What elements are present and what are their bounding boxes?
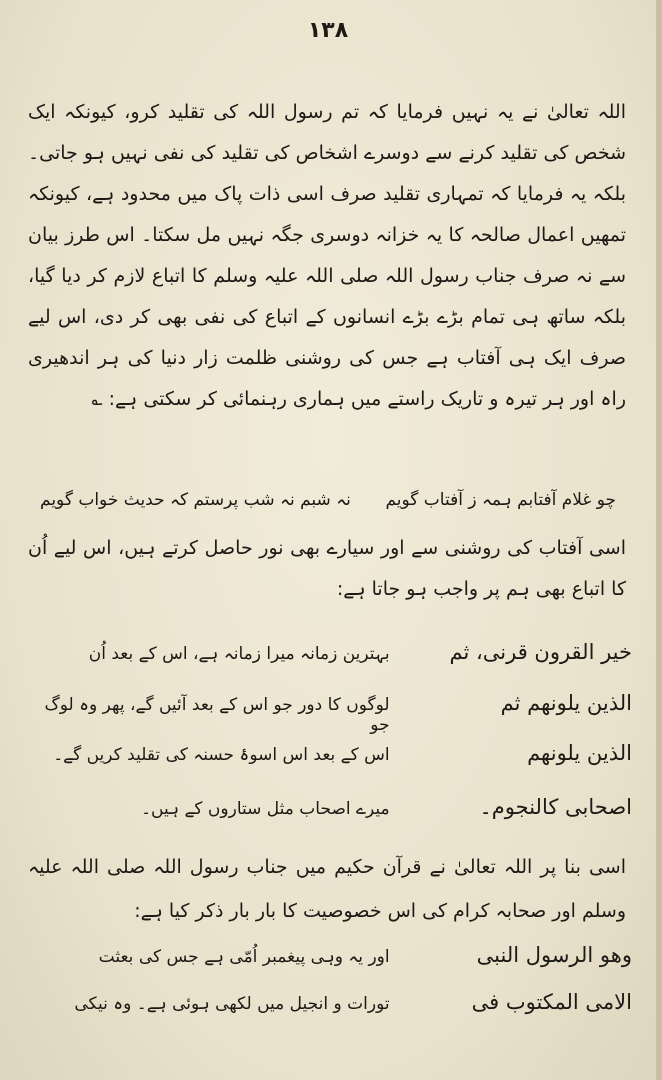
- hadith-row: [26, 741, 632, 775]
- quran-verse-row: [26, 990, 632, 1024]
- hadith-arabic-text: الذین یلونھم ثم: [500, 691, 632, 715]
- quran-arabic-text: وھو الرسول النبی: [476, 943, 632, 967]
- paragraph-intro: اللہ تعالیٰ نے یہ نہیں فرمایا کہ تم رسول اللہ کی تقلید کرو، کیونکہ ایک شخص کی تقلید کرنے سے دوسرے اشخاص کی تقلید کی نفی نہیں ہو جاتی۔ بلکہ یہ فرمایا کہ تمہاری تقلید صرف اسی ذات پاک میں محدود ہے، کیونکہ تمھیں اعمال صالحہ کا یہ خزانہ دوسری جگہ نہیں مل سکتا۔ اس طرز بیان سے نہ صرف جناب رسول اللہ صلی اللہ علیہ وسلم کا اتباع لازم کر دیا گیا، بلکہ ساتھ ہی تمام بڑے بڑے انسانوں کے اتباع کی نفی بھی کر دی، اس لیے صرف ایک ہی آفتاب ہے جس کی روشنی ظلمت زار دنیا کی ہر اندھیری راہ اور ہر تیرہ و تاریک راستے میں ہماری رہنمائی کر سکتی ہے: ؎: [28, 101, 626, 410]
- couplet-first-hemistich: چو غلام آفتابم ہمہ ز آفتاب گویم: [385, 490, 616, 510]
- quran-urdu-translation: تورات و انجیل میں لکھی ہوئی ہے۔ وہ نیکی: [74, 994, 390, 1014]
- hadith-urdu-translation: بہترین زمانہ میرا زمانہ ہے، اس کے بعد اُن: [88, 644, 390, 664]
- page-number: ۱۳۸: [307, 18, 349, 43]
- hadith-row: [26, 640, 632, 674]
- quran-urdu-translation: اور یہ وہی پیغمبر اُمّی ہے جس کی بعثت: [98, 947, 390, 967]
- hadith-urdu-translation: اس کے بعد اس اسوۂ حسنہ کی تقلید کریں گے۔: [53, 745, 390, 765]
- hadith-arabic-text: اصحابی کالنجوم۔: [479, 795, 632, 819]
- hadith-row: [26, 691, 632, 735]
- hadith-arabic-text: الذین یلونھم: [527, 741, 632, 765]
- hadith-urdu-translation: لوگوں کا دور جو اس کے بعد آئیں گے، پھر وہ لوگ جو: [44, 695, 390, 735]
- couplet-second-hemistich: نہ شبم نہ شب پرستم کہ حدیث خواب گویم: [40, 490, 351, 510]
- hadith-urdu-translation: میرے اصحاب مثل ستاروں کے ہیں۔: [141, 799, 390, 819]
- quran-verse-row: [26, 943, 632, 977]
- persian-couplet: [40, 485, 616, 515]
- hadith-arabic-text: خیر القرون قرنی، ثم: [449, 640, 632, 664]
- paragraph-quran-mention: اسی بنا پر اللہ تعالیٰ نے قرآن حکیم میں جناب رسول اللہ صلی اللہ علیہ وسلم اور صحابہ کرام کی اس خصوصیت کا بار بار ذکر کیا ہے:: [28, 856, 626, 922]
- hadith-row: [26, 795, 632, 829]
- quran-arabic-text: الامی المکتوب فی: [471, 990, 632, 1014]
- paragraph-stars: اسی آفتاب کی روشنی سے اور سیارے بھی نور حاصل کرتے ہیں، اس لیے اُن کا اتباع بھی ہم پر واجب ہو جاتا ہے:: [28, 537, 626, 600]
